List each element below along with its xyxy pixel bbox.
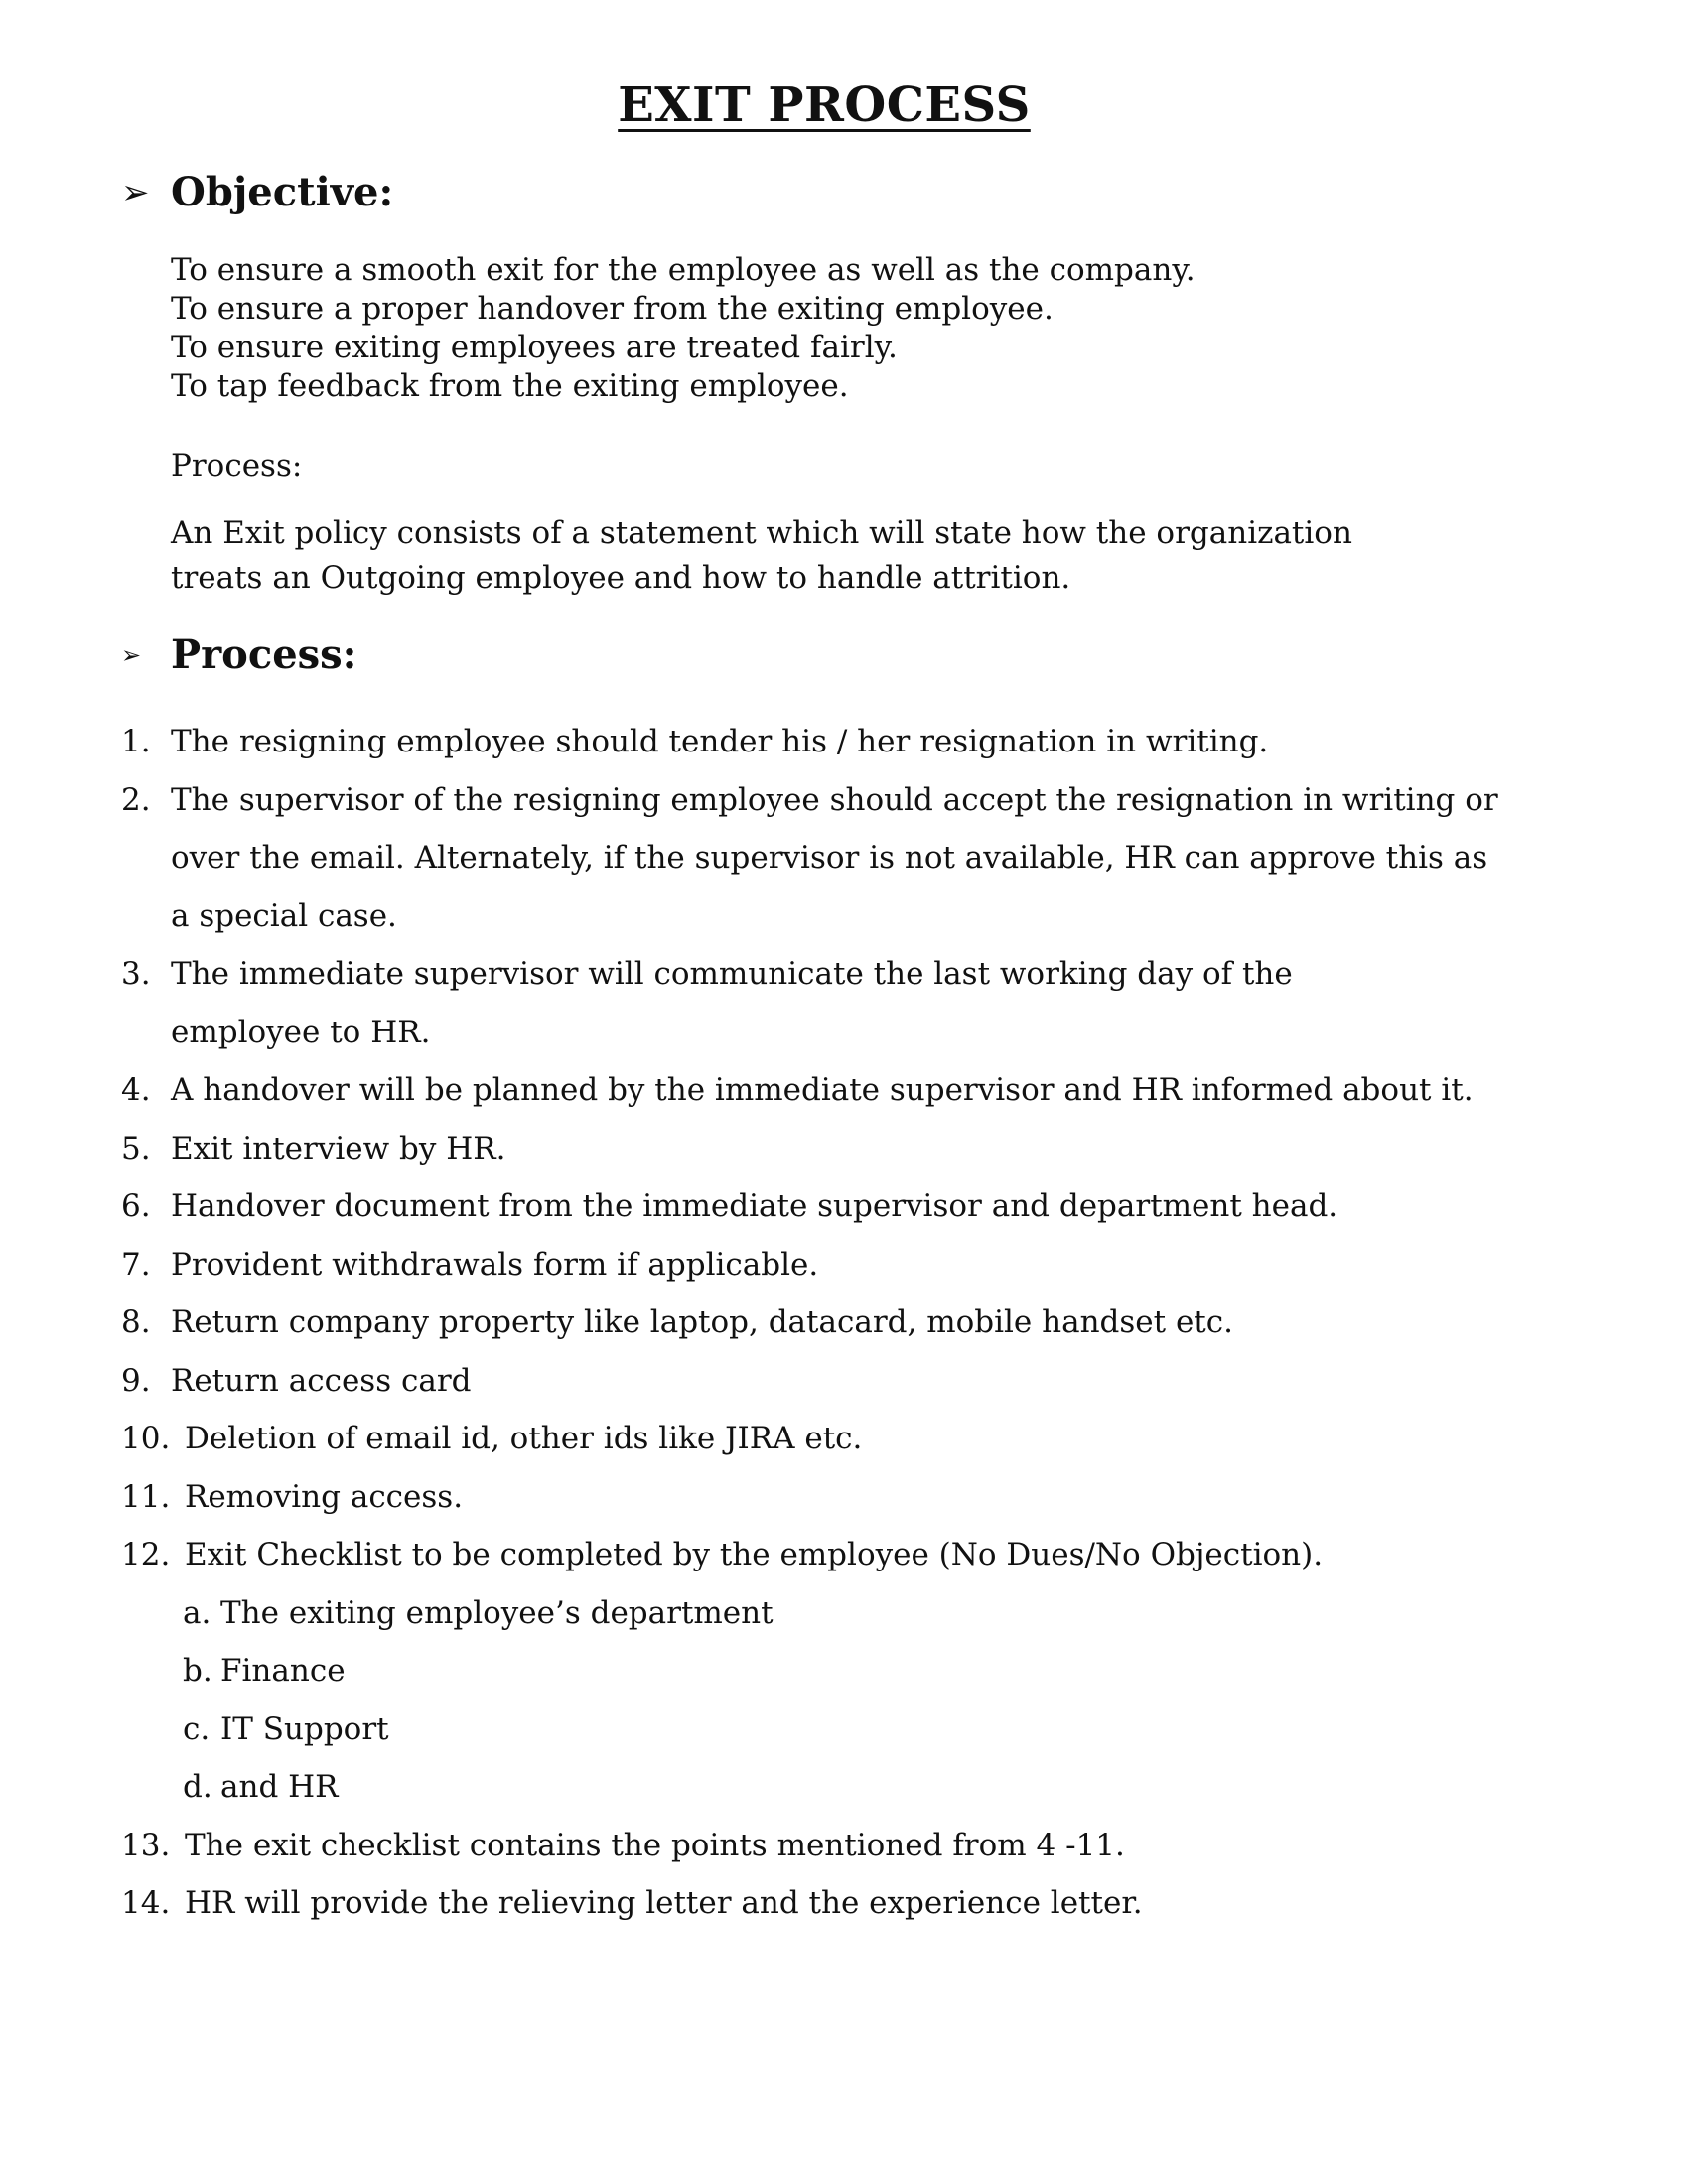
subitem-letter: b. [183,1653,212,1689]
step-text: The resigning employee should tender his / her resignation in writing. [171,724,1269,759]
process-step [121,713,1511,771]
checklist-subitem [121,1642,1511,1701]
process-steps-list [121,713,1511,1933]
subitem-text: and HR [220,1769,339,1805]
arrow-bullet-icon: ➢ [121,640,142,669]
step-text: Return company property like laptop, datacard, mobile handset etc. [171,1304,1233,1340]
step-text: The immediate supervisor will communicate the last working day of the employee to HR. [171,956,1293,1050]
process-heading [121,631,356,678]
step-number: 8. [121,1304,151,1340]
checklist-subitem [121,1758,1511,1817]
page-title: EXIT PROCESS [618,77,1031,133]
process-step [121,771,1511,946]
objective-line: To ensure a smooth exit for the employee as well as the company. [171,252,1196,288]
step-number: 7. [121,1246,151,1283]
step-number: 5. [121,1130,151,1166]
checklist-subitem [121,1584,1511,1643]
subitem-letter: c. [183,1710,211,1747]
step-number: 4. [121,1072,151,1108]
process-step [121,1526,1511,1584]
step-number: 1. [121,724,151,759]
process-step [121,1410,1511,1468]
process-step [121,1294,1511,1352]
objective-heading-label: Objective: [171,169,394,215]
step-text: Exit Checklist to be completed by the employee (No Dues/No Objection). [185,1537,1324,1572]
step-number: 14. [121,1885,171,1921]
step-text: A handover will be planned by the immediate supervisor and HR informed about it. [171,1072,1474,1108]
step-number: 11. [121,1478,171,1515]
step-text: Exit interview by HR. [171,1130,506,1166]
subitem-text: Finance [220,1653,346,1689]
step-number: 12. [121,1537,171,1572]
step-number: 2. [121,781,151,818]
process-step [121,1177,1511,1236]
subitem-text: IT Support [220,1710,389,1747]
subitem-letter: d. [183,1769,212,1805]
arrow-bullet-icon: ➢ [121,172,150,212]
checklist-subitem [121,1701,1511,1759]
process-step [121,1236,1511,1295]
process-step [121,945,1511,1061]
objective-heading [121,169,393,215]
step-text: The exit checklist contains the points mentioned from 4 -11. [185,1827,1125,1863]
process-step [121,1061,1511,1120]
objective-list [171,251,1196,406]
step-number: 10. [121,1421,171,1456]
process-step [121,1817,1511,1875]
process-step [121,1352,1511,1411]
step-number: 13. [121,1827,171,1863]
objective-line: To tap feedback from the exiting employee. [171,368,849,404]
step-text: Deletion of email id, other ids like JIRA etc. [185,1421,863,1456]
step-number: 9. [121,1362,151,1399]
step-number: 3. [121,956,151,992]
subitem-text: The exiting employee’s department [220,1594,774,1631]
process-step [121,1468,1511,1527]
step-text: Handover document from the immediate supervisor and department head. [171,1188,1338,1224]
process-step [121,1120,1511,1178]
subitem-letter: a. [183,1594,211,1631]
step-text: The supervisor of the resigning employee should accept the resignation in writing or over the email. Alternately, if the supervisor is not available, HR can approve this as a special case. [171,781,1498,934]
process-step [121,1874,1511,1933]
objective-line: To ensure a proper handover from the exiting employee. [171,291,1054,327]
step-text: HR will provide the relieving letter and the experience letter. [185,1885,1143,1921]
process-heading-label: Process: [171,631,357,678]
step-text: Removing access. [185,1478,464,1515]
step-text: Return access card [171,1362,472,1399]
objective-line: To ensure exiting employees are treated fairly. [171,330,898,365]
step-text: Provident withdrawals form if applicable. [171,1246,819,1283]
step-number: 6. [121,1188,151,1224]
process-sublabel: Process: [171,448,303,483]
policy-statement: An Exit policy consists of a statement which will state how the organization treats an Outgoing employee and how to handle attrition. [171,515,1352,596]
